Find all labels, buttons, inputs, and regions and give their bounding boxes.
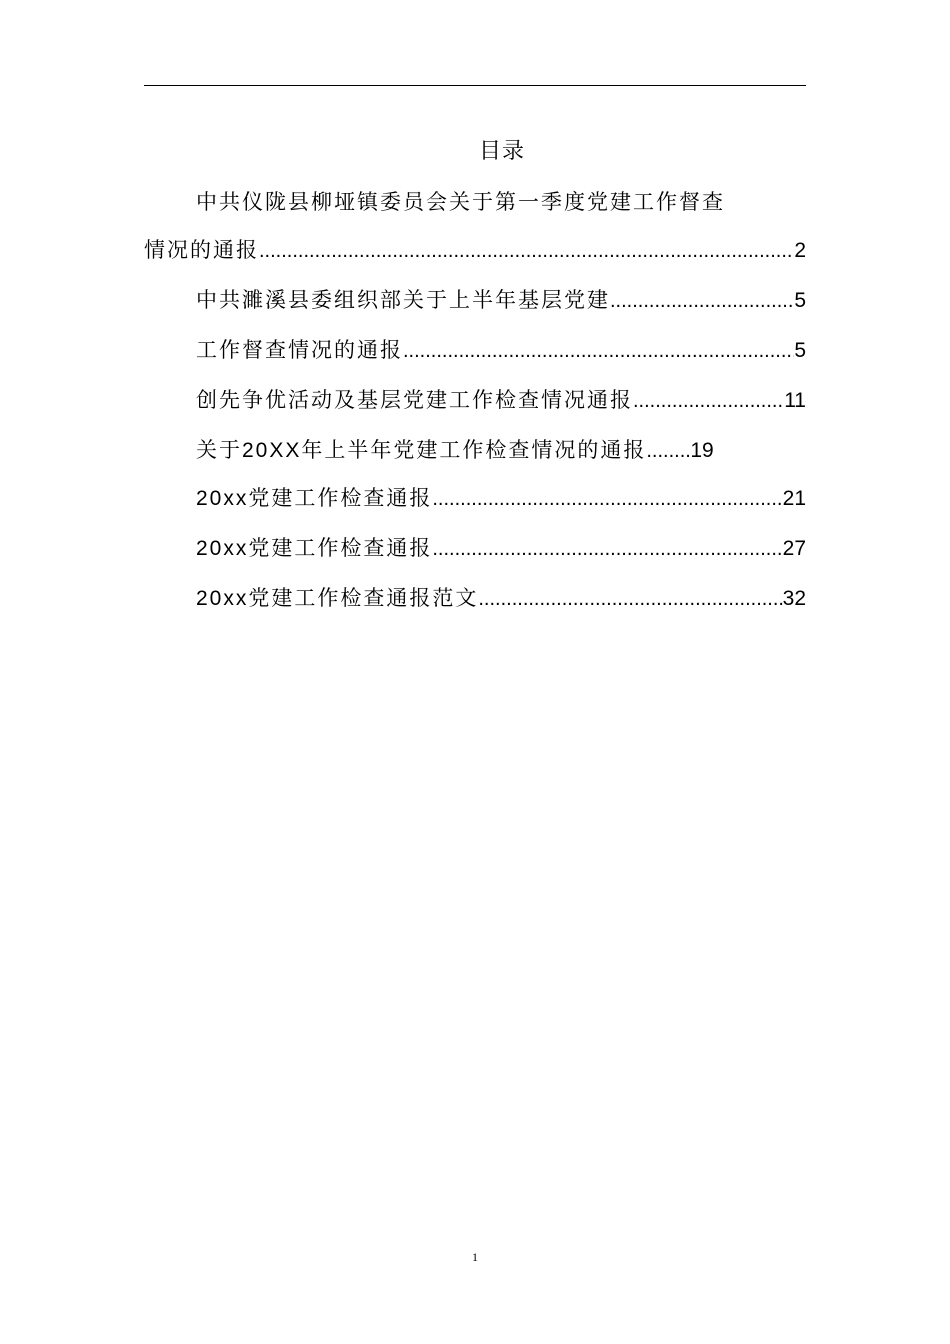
dot-leader [610,286,794,316]
toc-title: 目录 [478,138,525,163]
dot-leader [633,386,784,416]
toc-entry-3[interactable] [196,336,806,366]
toc-entry-text: 20xx党建工作检查通报范文 [196,587,479,610]
dot-leader [432,534,782,564]
toc-entry-6[interactable] [196,484,806,514]
toc-entry-text: 20xx党建工作检查通报 [196,487,433,510]
toc-entry-1-line-1[interactable] [196,188,725,218]
toc-page-number: 32 [782,587,806,610]
toc-page-number: 11 [784,389,806,412]
toc-page-number: 19 [690,439,714,462]
dot-leader [259,236,794,266]
toc-entry-4[interactable] [196,386,806,416]
toc-entry-text: 关于20XX年上半年党建工作检查情况的通报 [196,439,647,462]
toc-page-number: 5 [794,339,806,362]
toc-entry-text: 中共仪陇县柳垭镇委员会关于第一季度党建工作督查 [196,191,725,214]
toc-entry-2[interactable] [196,286,806,316]
toc-entry-text: 情况的通报 [144,239,259,262]
dot-leader [403,336,794,366]
toc-entry-5[interactable] [196,436,714,466]
toc-entry-text: 20xx党建工作检查通报 [196,537,433,560]
dot-leader [646,436,690,466]
toc-entry-text: 创先争优活动及基层党建工作检查情况通报 [196,389,633,412]
toc-entry-text: 中共濉溪县委组织部关于上半年基层党建 [196,289,610,312]
toc-entry-7[interactable] [196,534,806,564]
toc-entry-8[interactable] [196,584,806,614]
toc-page-number: 5 [794,289,806,312]
page-number: 1 [472,1250,478,1264]
dot-leader [432,484,782,514]
dot-leader [478,584,782,614]
header-rule [144,85,806,86]
toc-entry-text: 工作督查情况的通报 [196,339,403,362]
toc-page-number: 21 [782,487,806,510]
toc-page-number: 27 [782,537,806,560]
toc-page-number: 2 [794,239,806,262]
toc-entry-1-line-2[interactable] [144,236,806,266]
